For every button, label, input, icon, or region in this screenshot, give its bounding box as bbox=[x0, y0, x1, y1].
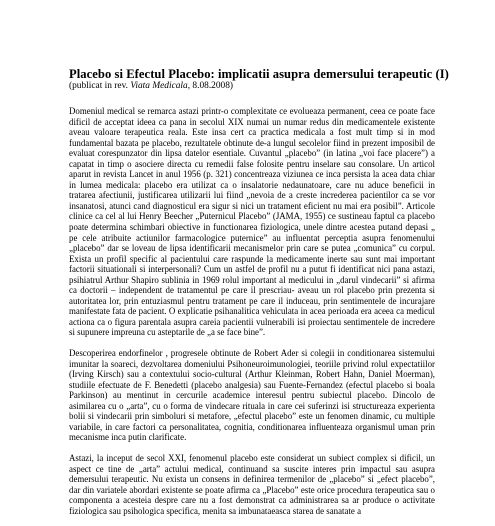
paragraph-3: Astazi, la inceput de secol XXI, fenomenul placebo este considerat un subiect complex si dificil, un aspect ce tine de „arta” actului medical, continuand sa suscite interes prin impactul sau asupra demersului terapeutic. Nu exista un consens in definirea termenilor de „placebo” si „efect placebo”, dar din variatele abordari existente se poate afirma ca „Placebo” este orice procedura terapeutica sau o componenta a acesteia despre care nu a fost demonstrat ca administrarea sa ar produce o activitate fiziologica sau psihologica specifica, menita sa imbunataeasca starea de sanatate a bbox=[69, 452, 435, 516]
document-page bbox=[69, 67, 449, 526]
publication-suffix: , 8.08.2008) bbox=[187, 81, 234, 91]
document-title: Placebo si Efectul Placebo: implicatii asupra demersului terapeutic (I) bbox=[69, 67, 449, 81]
paragraph-2: Descoperirea endorfinelor , progresele obtinute de Robert Ader si colegii in conditionarea sistemului imunitar la soareci, dezvoltarea domeniului Psihoneuroimunologiei, teoriile privind rolul expectatiilor (Irving Kirsch) sau a contextului socio-cultural (Arthur Kleinman, Robert Hahn, Daniel Moerman), studiile efectuate de F. Benedetti (placebo analgesia) sau Fuente-Fernandez (efectul placebo si boala Parkinson) au mentinut in cercurile academice interesul pentru subiectul placebo. Dincolo de asimilarea cu o „arta”, cu o forma de vindecare rituala in care cei suferinzi isi structureaza experienta bolii si vindecarii prin simboluri si metafore, „efectul placebo” este un fenomen dinamic, cu multiple variabile, in care factori ca personalitatea, cognitia, conditionarea influenteaza organismul uman prin mecanisme inca putin clarificate. bbox=[69, 348, 435, 443]
journal-name: Viata Medicala bbox=[130, 81, 188, 91]
paragraph-1: Domeniul medical se remarca astazi printr-o complexitate ce evolueaza permanent, ceea ce poate face dificil de acceptat ideea ca pana in secolul XIX numai un numar redus din medicamentele existente aveau valoare terapeutica reala. Este insa cert ca practica medicala a fost mult timp si in mod fundamental bazata pe placebo, rezultatele obtinute de-a lungul secolelor fiind in prezent imposibil de evaluat corespunzator din lipsa datelor esentiale. Cuvantul „placebo” (in latina „voi face placere”) a capatat in timp o asociere directa cu remedii false folosite pentru inselare sau consolare. Un articol aparut in revista Lancet in anul 1956 (p. 321) concentreaza viziunea ce inca persista la acea data chiar in lumea medicala: placebo era utilizat ca o insalatorie nedaunatoare, care nu aduce beneficii in tratarea afectiunii, justificarea utilizarii lui fiind „nevoia de a creste increderea pacientilor ca se vor insanatosi, atunci cand diagnosticul era sigur si nici un tratament eficient nu mai era posibil”. Articole clinice ca cel al lui Henry Beecher „Puternicul Placebo” (JAMA, 1955) ce sustineau faptul ca placebo poate determina schimbari obiective in functionarea fiziologica, unele dintre acestea putand depasi „ pe cele atribuite actiunilor farmacologice puternice” au influentat perceptia asupra fenomenului „placebo” dar se loveau de lipsa identificarii mecanismelor prin care se putea „comunica” cu corpul. Exista un profil specific al pacientului care raspunde la medicamente inerte sau sunt mai important factorii situationali si interpersonali? Cum un astfel de profil nu a putut fi identificat nici pana astazi, psihiatrul Arthur Shapiro sublinia in 1969 rolul important al medicului in „darul vindecarii” si afirma ca doctorii – independent de tratamentul pe care il prescriau- aveau un rol placebo prin prezenta si autoritatea lor, prin entuziasmul pentru tratament pe care il induceau, prin sentimentele de incurajare manifestate fata de pacient. O explicatie psihanalitica vehiculata in acea perioada era aceea ca medicul actiona ca o figura parentala asupra careia pacientii vulnerabili isi proiectau sentimentele de incredere si supunere impreuna cu asteptarile de „a se face bine”. bbox=[69, 106, 435, 338]
publication-prefix: (publicat in rev. bbox=[69, 81, 131, 91]
publication-note bbox=[69, 81, 435, 92]
